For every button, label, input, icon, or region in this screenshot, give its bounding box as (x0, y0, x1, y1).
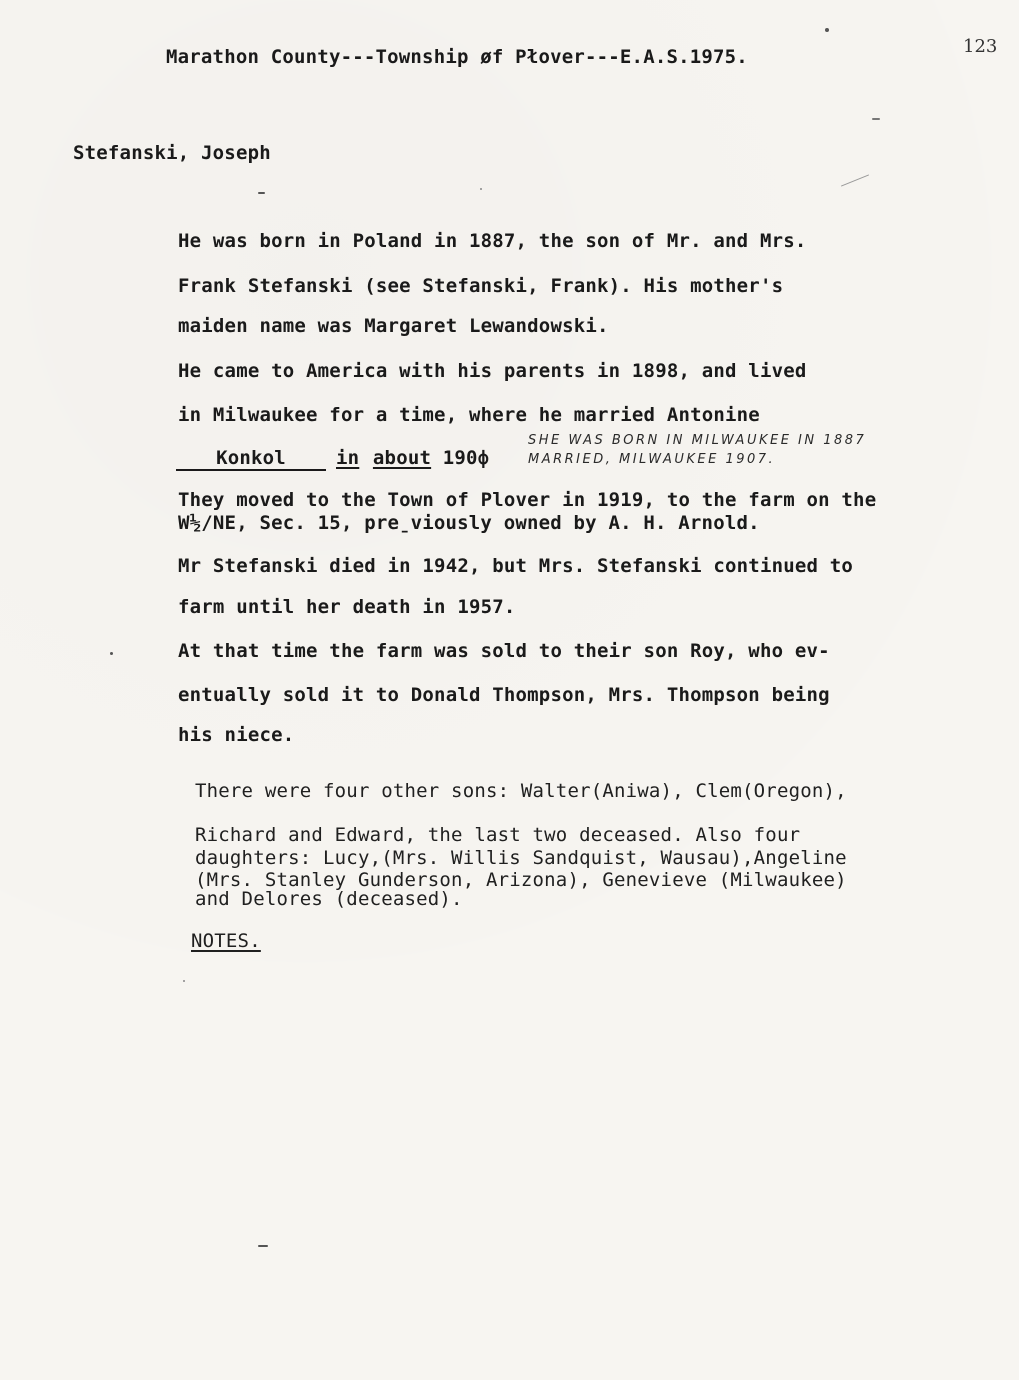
body-line-7: W½/NE, Sec. 15, pre̱viously owned by A. H. Arnold. (178, 512, 760, 534)
body-line-1: He was born in Poland in 1887, the son of Mr. and Mrs. (178, 230, 807, 252)
spouse-surname: Konkol (216, 447, 286, 469)
fill-year: 190ф (442, 447, 490, 469)
body-line-14: Richard and Edward, the last two deceased. Also four (195, 824, 801, 846)
body-line-11: entually sold it to Donald Thompson, Mrs. Thompson being (178, 684, 830, 706)
scan-speck (480, 188, 482, 190)
fill-about: about (372, 447, 432, 469)
scan-speck (183, 980, 185, 982)
scan-speck (872, 118, 880, 120)
body-line-9: farm until her death in 1957. (178, 596, 516, 618)
fill-line (176, 447, 489, 471)
body-line-2: Frank Stefanski (see Stefanski, Frank). His mother's (178, 275, 784, 297)
body-line-13: There were four other sons: Walter(Aniwa), Clem(Oregon), (195, 780, 847, 802)
body-line-17: and Delores (deceased). (195, 888, 463, 910)
handwritten-note-line-1: SHE WAS BORN IN MILWAUKEE IN 1887 (528, 433, 867, 448)
body-line-12: his niece. (178, 724, 295, 746)
fill-connector: in (336, 447, 360, 469)
body-line-16: (Mrs. Stanley Gunderson, Arizona), Genevieve (Milwaukee) (195, 869, 847, 891)
body-line-3: maiden name was Margaret Lewandowski. (178, 315, 609, 337)
notes-label: NOTES. (191, 930, 261, 952)
page-number: 123 (963, 36, 998, 57)
body-line-4: He came to America with his parents in 1898, and lived (178, 360, 807, 382)
handwritten-note-line-2: MARRIED, MILWAUKEE 1907. (528, 452, 776, 467)
scan-speck (825, 28, 829, 32)
document-header: Marathon County---Township øf Płover---E.A.S.1975. (166, 46, 748, 68)
body-line-10: At that time the farm was sold to their son Roy, who ev- (178, 640, 830, 662)
scan-speck (110, 652, 113, 655)
scan-speck (841, 174, 869, 186)
body-line-5: in Milwaukee for a time, where he married Antonine (178, 404, 760, 426)
body-line-8: Mr Stefanski died in 1942, but Mrs. Stefanski continued to (178, 555, 854, 577)
subject-name: Stefanski, Joseph (73, 142, 271, 164)
scan-speck (258, 192, 265, 194)
body-line-6: They moved to the Town of Plover in 1919, to the farm on the (178, 489, 877, 511)
body-line-15: daughters: Lucy,(Mrs. Willis Sandquist, Wausau),Angeline (195, 847, 847, 869)
scan-speck (258, 1245, 268, 1247)
